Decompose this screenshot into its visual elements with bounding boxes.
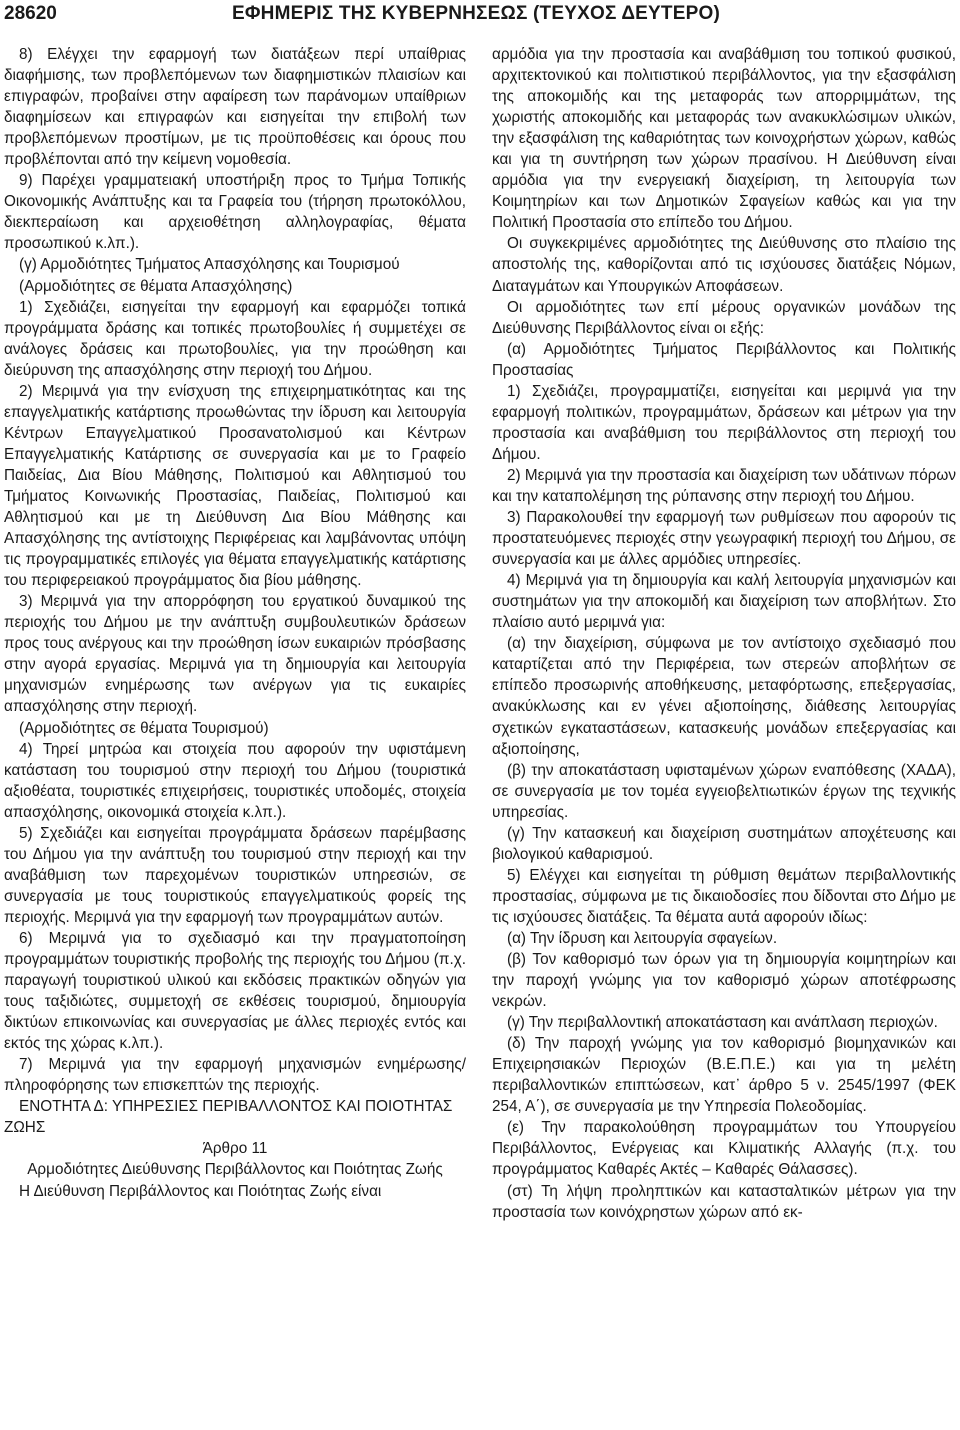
left-column-paragraph: 7) Μεριμνά για την εφαρμογή μηχανισμών ενημέρωσης/πληροφόρησης των επισκεπτών της περιοχής. (4, 1056, 466, 1095)
left-column-paragraph: 8) Ελέγχει την εφαρμογή των διατάξεων περί υπαίθριας διαφήμισης, των προβλεπόμενων των διαφημιστικών πλαισίων και επιγραφών, προβαίνει στην αφαίρεση των παράνομων υπαίθριων διαφημίσεων και επιγραφών και εισηγείται την επιβολή των προβλεπόμενων προστίμων, με τις προϋποθέσεις και όρους που προβλέπονται από την κείμενη νομοθεσία. (4, 46, 466, 169)
left-column-paragraph: (Αρμοδιότητες σε θέματα Τουρισμού) (19, 719, 269, 737)
page-header (0, 0, 960, 30)
left-column-paragraph: 4) Τηρεί μητρώα και στοιχεία που αφορούν την υφιστάμενη κατάσταση του τουρισμού στην περιοχή του Δήμου (τουριστικά αξιοθέατα, τουριστικές επιχειρήσεις, τουριστικές υποδομές, στοιχεία απασχόλησης, οικονομικά στοιχεία κ.λπ.). (4, 740, 466, 821)
left-column-paragraph: 9) Παρέχει γραμματειακή υποστήριξη προς το Τμήμα Τοπικής Οικονομικής Ανάπτυξης και τα Γραφεία του (τήρηση πρωτοκόλλου, διεκπεραίωση και αρχειοθέτηση αλληλογραφίας, θέματα προσωπικού κ.λπ.). (4, 172, 466, 253)
left-column-paragraph: Άρθρο 11 (202, 1140, 268, 1158)
left-column (4, 44, 466, 1202)
right-column-paragraph: 2) Μεριμνά για την προστασία και διαχείριση των υδάτινων πόρων και την καταπολέμηση της ρύπανσης στην περιοχή του Δήμου. (492, 466, 956, 505)
left-column-paragraph: 5) Σχεδιάζει και εισηγείται προγράμματα δράσεων παρέμβασης του Δήμου για την ανάπτυξη του τουρισμού στην περιοχή και την αναβάθμιση των παρεχομένων τουριστικών υπηρεσιών, σε συνεργασία με τους τουριστικούς επαγγελματικούς φορείς της περιοχής. Μεριμνά για την εφαρμογή των προγραμμάτων αυτών. (4, 824, 466, 926)
gazette-title: ΕΦΗΜΕΡΙΣ ΤΗΣ ΚΥΒΕΡΝΗΣΕΩΣ (ΤΕΥΧΟΣ ΔΕΥΤΕΡΟ) (232, 3, 720, 24)
right-column-paragraph: (β) Τον καθορισμό των όρων για τη δημιουργία κοιμητηρίων και την παροχή γνώμης για τον καθορισμό χώρων αποτέφρωσης νεκρών. (492, 951, 956, 1011)
left-column-paragraph: (Αρμοδιότητες σε θέματα Απασχόλησης) (19, 277, 293, 295)
left-column-paragraph: 3) Μεριμνά για την απορρόφηση του εργατικού δυναμικού της περιοχής του Δήμου με την ανάπτυξη συμβουλευτικών δράσεων προς τους ανέργους και την προώθηση ίσων ευκαιριών πρόσβασης στην αγορά εργασίας. Μεριμνά για τη δημιουργία και λειτουργία μηχανισμών ενημέρωσης των ανέργων για τις ευκαιρίες απασχόλησης στην περιοχή. (4, 593, 466, 716)
right-column-paragraph: 1) Σχεδιάζει, προγραμματίζει, εισηγείται και μεριμνά για την εφαρμογή πολιτικών, προγραμμάτων, δράσεων και μέτρων για την προστασία και αναβάθμιση του περιβάλλοντος στη περιοχή του Δήμου. (492, 382, 956, 463)
right-column-paragraph: 4) Μεριμνά για τη δημιουργία και καλή λειτουργία μηχανισμών και συστημάτων για την αποκομιδή και διαχείριση των αποβλήτων. Στο πλαίσιο αυτό μεριμνά για: (492, 572, 956, 632)
right-column-paragraph: Οι συγκεκριμένες αρμοδιότητες της Διεύθυνσης στο πλαίσιο της αποστολής της, καθορίζονται από τις ισχύουσες διατάξεις Νόμων, Διαταγμάτων και Υπουργικών Αποφάσεων. (492, 235, 956, 295)
right-column-paragraph: (α) Την ίδρυση και λειτουργία σφαγείων. (507, 929, 778, 947)
right-column-paragraph: (στ) Τη λήψη προληπτικών και κατασταλτικών μέτρων για την προστασία των κοινόχρηστων χώρων από εκ- (492, 1182, 956, 1221)
left-column-paragraph: Η Διεύθυνση Περιβάλλοντος και Ποιότητας Ζωής είναι (19, 1182, 382, 1200)
right-column-paragraph: αρμόδια για την προστασία και αναβάθμιση του τοπικού φυσικού, αρχιτεκτονικού και πολιτιστικού περιβάλλοντος, για την εξασφάλιση της αποκομιδής και της μεταφοράς των απορριμμάτων, της χωριστής αποκομιδής και μεταφοράς των ανακυκλώσιμων υλικών, την εξασφάλιση της καθαριότητας των κοινοχρήστων χώρων, καθώς και για τη συντήρηση των χώρων πρασίνου. Η Διεύθυνση είναι αρμόδια για την ενεργειακή διαχείριση, τη λειτουργία των Κοιμητηρίων και των Δημοτικών Σφαγείων καθώς και για την Πολιτική Προστασία στο επίπεδο του Δήμου. (492, 46, 956, 232)
page-number: 28620 (4, 3, 57, 24)
right-column-paragraph: (δ) Την παροχή γνώμης για τον καθορισμό βιομηχανικών και Επιχειρησιακών Περιοχών (Β.Ε.Π.Ε.) και για τη μελέτη περιβαλλοντικών επιπτώσεων, κατ᾽ άρθρο 5 ν. 2545/1997 (ΦΕΚ 254, Α΄), σε συνεργασία με την Υπηρεσία Πολεοδομίας. (492, 1035, 956, 1116)
left-column-paragraph: 6) Μεριμνά για το σχεδιασμό και την πραγματοποίηση προγραμμάτων τουριστικής προβολής της περιοχής του Δήμου (π.χ. παραγωγή τουριστικού υλικού και εκδόσεις πρακτικών οδηγών για τους ταξιδιώτες, συμμετοχή σε εκθέσεις τουρισμού, δημιουργία δικτύων επικοινωνίας και συνεργασίας με άλλες περιοχές εντός και εκτός της χώρας κ.λπ.). (4, 929, 466, 1053)
left-column-paragraph: (γ) Αρμοδιότητες Τμήματος Απασχόλησης και Τουρισμού (19, 256, 400, 274)
left-column-paragraph: 2) Μεριμνά για την ενίσχυση της επιχειρηματικότητας και της επαγγελματικής κατάρτισης προωθώντας την ίδρυση και λειτουργία Κέντρων Επαγγελματικού Προσανατολισμού και Κέντρων Επαγγελματικής Κατάρτισης σε συνεργασία και με το Γραφείο Παιδείας, Δια Βίου Μάθησης, Πολιτισμού και Αθλητισμού του Τμήματος Κοινωνικής Προστασίας, Παιδείας, Πολιτισμού και Αθλητισμού και με τη Διεύθυνση Δια Βίου Μάθησης και Απασχόλησης της αντίστοιχης Περιφέρειας και λαμβάνοντας υπόψη τις προγραμματικές επιλογές για θέματα επαγγελματικής κατάρτισης του περιφερειακού προγράμματος δια βίου μάθησης. (4, 382, 466, 590)
right-column-paragraph: 5) Ελέγχει και εισηγείται τη ρύθμιση θεμάτων περιβαλλοντικής προστασίας, σύμφωνα με τις δικαιοδοσίες που δίδονται στο Δήμο με τις ισχύουσες διατάξεις. Τα θέματα αυτά αφορούν ιδίως: (492, 866, 956, 926)
right-column-paragraph: 3) Παρακολουθεί την εφαρμογή των ρυθμίσεων που αφορούν τις προστατευόμενες περιοχές στην γεωγραφική περιοχή του Δήμου, σε συνεργασία και με άλλες αρμόδιες υπηρεσίες. (492, 509, 956, 569)
left-column-paragraph: Αρμοδιότητες Διεύθυνσης Περιβάλλοντος και Ποιότητας Ζωής (27, 1161, 443, 1179)
right-column-paragraph: (β) την αποκατάσταση υφισταμένων χώρων εναπόθεσης (ΧΑΔΑ), σε συνεργασία με τον τομέα εγγειοβελτιωτικών έργων της τεχνικής υπηρεσίας. (492, 761, 956, 821)
left-column-paragraph: 1) Σχεδιάζει, εισηγείται την εφαρμογή και εφαρμόζει τοπικά προγράμματα δράσης και τοπικές πρωτοβουλίες ή συμμετέχει σε ανάλογες δράσεις και πρωτοβουλίες, για την προώθηση και διεύρυνση της απασχόλησης στην περιοχή του Δήμου. (4, 298, 466, 379)
left-column-paragraph: ΕΝΟΤΗΤΑ Δ: ΥΠΗΡΕΣΙΕΣ ΠΕΡΙΒΑΛΛΟΝΤΟΣ ΚΑΙ ΠΟΙΟΤΗΤΑΣ ΖΩΗΣ (4, 1098, 453, 1137)
right-column-paragraph: (ε) Την παρακολούθηση προγραμμάτων του Υπουργείου Περιβάλλοντος, Ενέργειας και Κλιματικής Αλλαγής (π.χ. του προγράμματος Καθαρές Ακτές – Καθαρές Θάλασσες). (492, 1119, 956, 1179)
right-column-paragraph: (γ) Την περιβαλλοντική αποκατάσταση και ανάπλαση περιοχών. (507, 1014, 938, 1032)
right-column (492, 44, 956, 1223)
right-column-paragraph: Οι αρμοδιότητες των επί μέρους οργανικών μονάδων της Διεύθυνσης Περιβάλλοντος είναι οι εξής: (492, 298, 956, 337)
right-column-paragraph: (γ) Την κατασκευή και διαχείριση συστημάτων αποχέτευσης και βιολογικού καθαρισμού. (492, 824, 956, 863)
right-column-paragraph: (α) την διαχείριση, σύμφωνα με τον αντίστοιχο σχεδιασμό που καταρτίζεται από την Περιφέρεια, των στερεών αποβλήτων σε επίπεδο προσωρινής αποθήκευσης, μεταφόρτωσης, επεξεργασίας, ανακύκλωσης και εν γένει αξιοποίησης, διάθεσης λειτουργίας σχετικών εγκαταστάσεων, κατασκευής μονάδων επεξεργασίας και αξιοποίησης, (492, 635, 956, 758)
right-column-paragraph: (α) Αρμοδιότητες Τμήματος Περιβάλλοντος και Πολιτικής Προστασίας (492, 340, 956, 379)
